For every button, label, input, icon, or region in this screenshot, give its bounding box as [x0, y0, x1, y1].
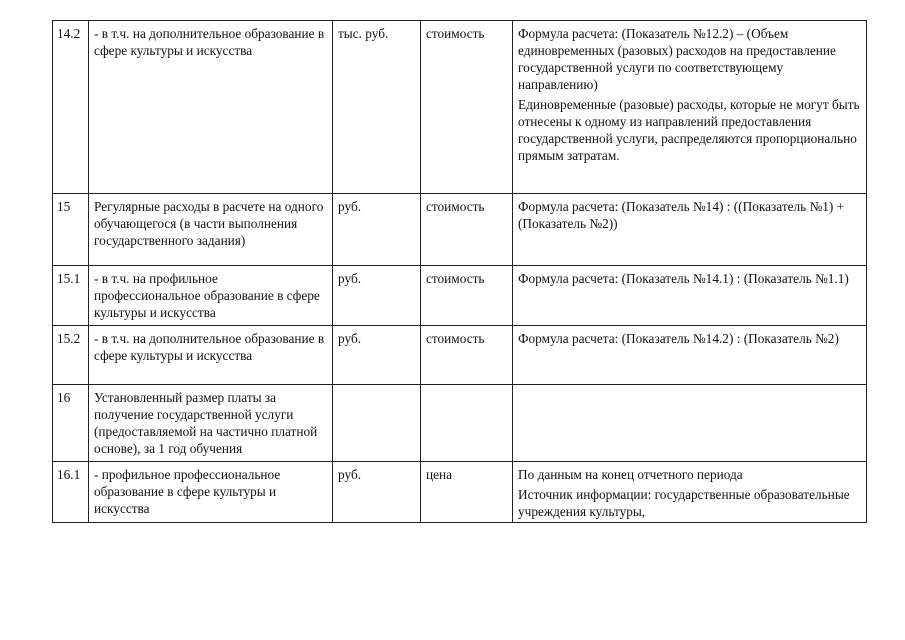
row-number: 16.1 [53, 462, 89, 523]
indicator-name: Регулярные расходы в расчете на одного обучающегося (в части выполнения государственного задания) [89, 194, 333, 266]
table-row [53, 462, 867, 523]
indicator-name: - в т.ч. на профильное профессиональное образование в сфере культуры и искусства [89, 266, 333, 326]
row-number: 15.1 [53, 266, 89, 326]
unit-of-measure: руб. [333, 266, 421, 326]
unit-of-measure: руб. [333, 326, 421, 385]
description-paragraph: Формула расчета: (Показатель №14.2) : (Показатель №2) [518, 331, 839, 346]
table-row [53, 266, 867, 326]
row-number: 14.2 [53, 21, 89, 194]
row-number: 15 [53, 194, 89, 266]
indicator-type [421, 385, 513, 462]
description-paragraph: По данным на конец отчетного периода [518, 467, 743, 482]
table-row [53, 326, 867, 385]
indicator-name: - профильное профессиональное образование в сфере культуры и искусства [89, 462, 333, 523]
description-paragraph: Формула расчета: (Показатель №14.1) : (Показатель №1.1) [518, 271, 849, 286]
indicator-type: стоимость [421, 21, 513, 194]
indicator-name: Установленный размер платы за получение государственной услуги (предоставляемой на частично платной основе), за 1 год обучения [89, 385, 333, 462]
calculation-description [513, 385, 867, 462]
calculation-description [513, 21, 867, 194]
unit-of-measure: тыс. руб. [333, 21, 421, 194]
unit-of-measure: руб. [333, 462, 421, 523]
table-row [53, 194, 867, 266]
unit-of-measure: руб. [333, 194, 421, 266]
description-paragraph: Источник информации: государственные образовательные учреждения культуры, [518, 487, 850, 519]
calculation-description [513, 326, 867, 385]
indicator-type: стоимость [421, 266, 513, 326]
calculation-description [513, 266, 867, 326]
table-row [53, 21, 867, 194]
indicator-type: стоимость [421, 194, 513, 266]
indicators-table [52, 20, 867, 523]
indicator-name: - в т.ч. на дополнительное образование в сфере культуры и искусства [89, 326, 333, 385]
unit-of-measure [333, 385, 421, 462]
row-number: 16 [53, 385, 89, 462]
description-paragraph: Формула расчета: (Показатель №14) : ((Показатель №1) + (Показатель №2)) [518, 199, 845, 231]
table-row [53, 385, 867, 462]
calculation-description [513, 194, 867, 266]
description-paragraph: Единовременные (разовые) расходы, которые не могут быть отнесены к одному из направлений предоставления государственной услуги, распределяются пропорционально прямым затратам. [518, 97, 860, 163]
indicator-type: стоимость [421, 326, 513, 385]
description-paragraph: Формула расчета: (Показатель №12.2) – (Объем единовременных (разовых) расходов на предоставление государственной услуги по соответствующему направлению) [518, 26, 836, 92]
indicator-type: цена [421, 462, 513, 523]
row-number: 15.2 [53, 326, 89, 385]
calculation-description [513, 462, 867, 523]
indicator-name: - в т.ч. на дополнительное образование в сфере культуры и искусства [89, 21, 333, 194]
